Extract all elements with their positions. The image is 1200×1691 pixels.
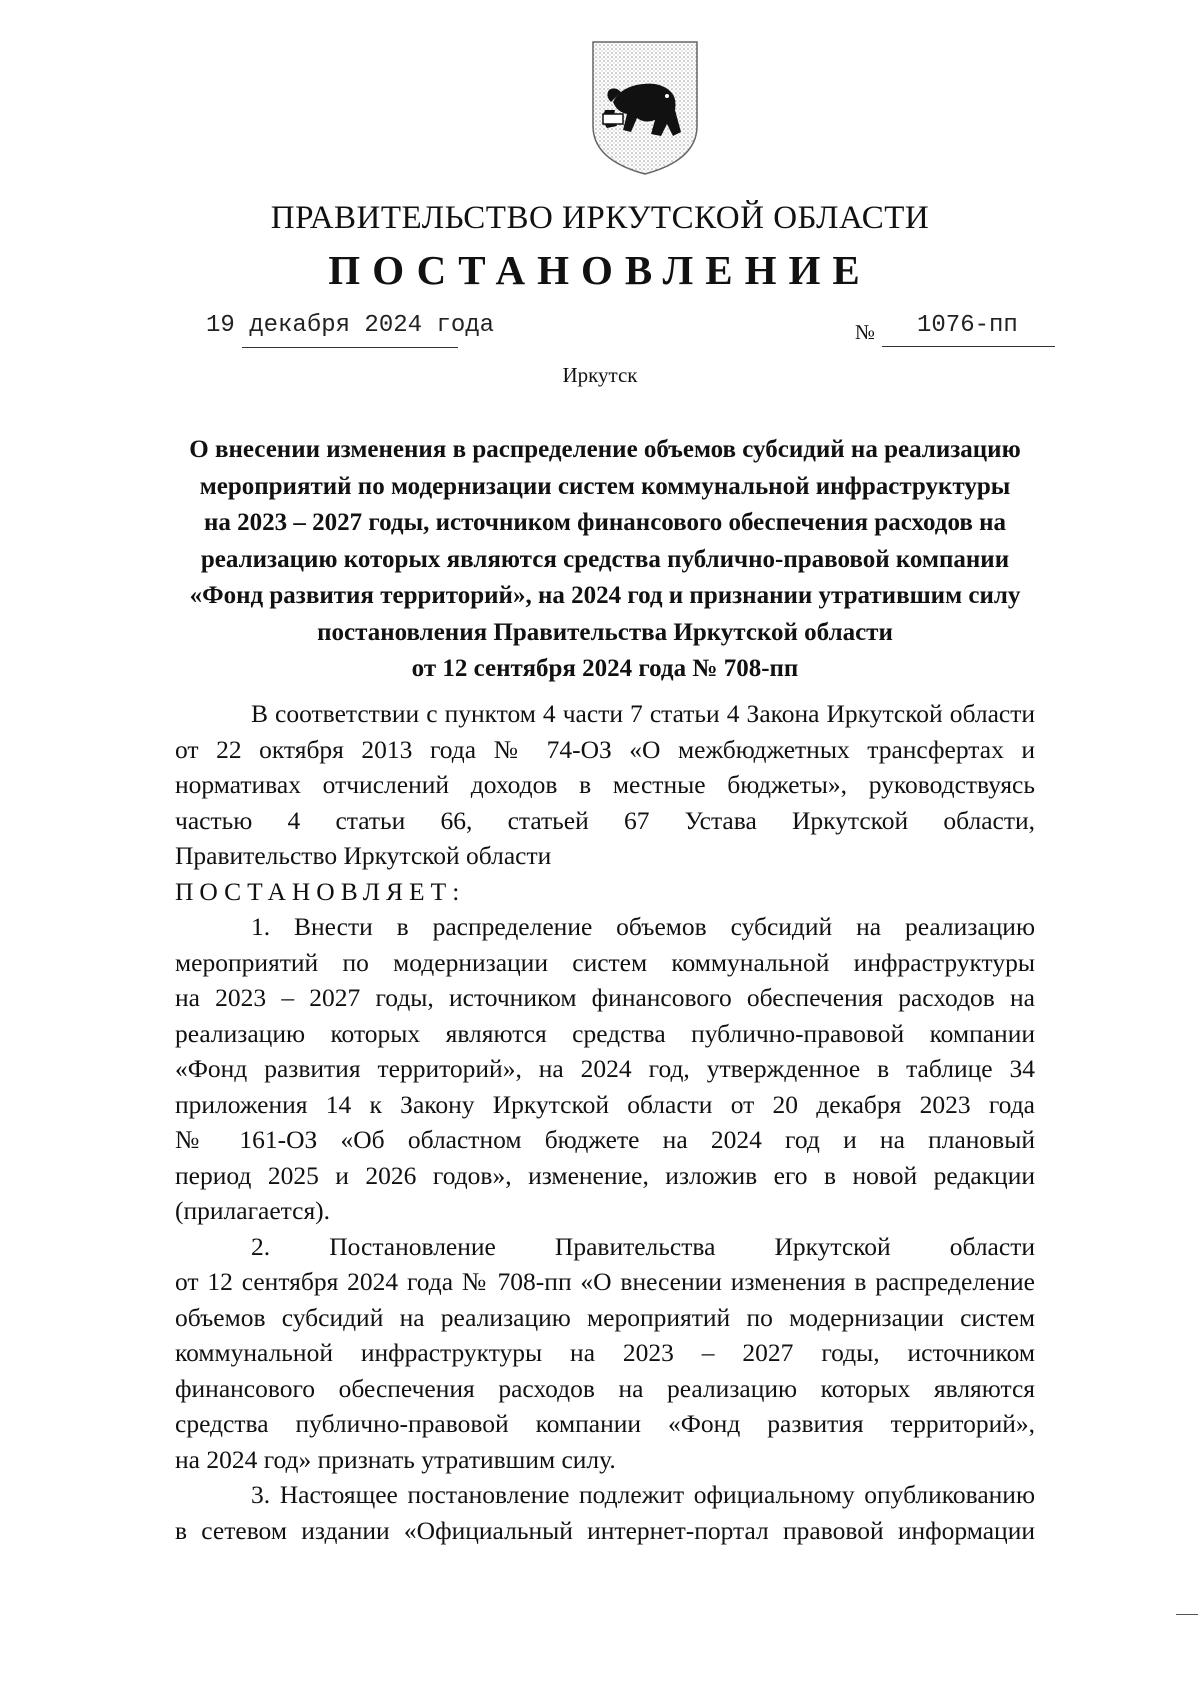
body-line: 1. Внести в распределение объемов субсидий на реализацию [251, 912, 1035, 941]
body-line: частью 4 статьи 66, статьей 67 Устава Иркутской области, [175, 805, 1035, 835]
body-line: (прилагается). [175, 1196, 331, 1225]
title-line: реализацию которых являются средства публично-правовой компании [200, 545, 1010, 573]
body-line: от 12 сентября 2024 года № 708-пп «О внесении изменения в распределение [175, 1267, 1035, 1296]
title-line: мероприятий по модернизации систем коммунальной инфраструктуры [199, 472, 1011, 500]
body-line: на 2023 – 2027 годы, источником финансового обеспечения расходов на [175, 983, 1035, 1012]
body-line: реализацию которых являются средства публично-правовой компании [175, 1018, 1035, 1048]
body-line: приложения 14 к Закону Иркутской области от 20 декабря 2023 года [175, 1089, 1035, 1119]
number-sign: № [855, 320, 876, 344]
title-line: «Фонд развития территорий», на 2024 год и признании утратившим силу [189, 582, 1021, 609]
body-line: объемов субсидий на реализацию мероприятий по модернизации систем [175, 1302, 1035, 1332]
title-line: О внесении изменения в распределение объемов субсидий на реализацию [189, 436, 1021, 463]
body-line: № 161-ОЗ «Об областном бюджете на 2024 год и на плановый [175, 1125, 1035, 1154]
decree-word: ПОСТАНОВЛЯЕТ: [175, 876, 466, 906]
body-line: мероприятий по модернизации систем коммунальной инфраструктуры [175, 947, 1035, 977]
body-line: от 22 октября 2013 года № 74-ОЗ «О межбюджетных трансфертах и [175, 734, 1035, 764]
body-line: коммунальной инфраструктуры на 2023 – 2027 годы, источником [175, 1338, 1035, 1367]
body-line: 3. Настоящее постановление подлежит официальному опубликованию [251, 1480, 1035, 1509]
title-line: на 2023 – 2027 годы, источником финансового обеспечения расходов на [204, 509, 1006, 536]
body-line: Правительство Иркутской области [175, 841, 552, 870]
document-date: 19 декабря 2024 года [206, 312, 495, 339]
body-line: 2. Постановление Правительства Иркутской области [251, 1231, 1035, 1261]
body-line: нормативах отчислений доходов в местные бюджеты», руководствуясь [175, 770, 1035, 799]
body-line: период 2025 и 2026 годов», изменение, изложив его в новой редакции [175, 1160, 1035, 1190]
document-body [175, 696, 1035, 1548]
government-name: ПРАВИТЕЛЬСТВО ИРКУТСКОЙ ОБЛАСТИ [270, 200, 930, 236]
date-underline [242, 347, 458, 348]
document-number: 1076-пп [917, 312, 1018, 339]
document-title [175, 432, 1035, 688]
title-line: от 12 сентября 2024 года № 708-пп [411, 655, 799, 682]
body-line: «Фонд развития территорий», на 2024 год, утвержденное в таблице 34 [175, 1054, 1035, 1083]
body-line: В соответствии с пунктом 4 части 7 статьи 4 Закона Иркутской области [251, 699, 1035, 728]
body-line: финансового обеспечения расходов на реализацию которых являются [175, 1373, 1035, 1403]
margin-mark [1176, 1614, 1198, 1615]
body-line: в сетевом издании «Официальный интернет-портал правовой информации [175, 1515, 1035, 1545]
title-line: постановления Правительства Иркутской области [317, 618, 893, 646]
irkutsk-coat-of-arms-icon [591, 40, 699, 176]
city: Иркутск [562, 363, 638, 387]
number-underline [882, 346, 1055, 347]
date-field [206, 312, 495, 339]
body-line: средства публично-правовой компании «Фонд развития территорий», [175, 1409, 1035, 1438]
document-kind: ПОСТАНОВЛЕНИЕ [328, 247, 872, 293]
body-line: на 2024 год» признать утратившим силу. [175, 1444, 616, 1474]
